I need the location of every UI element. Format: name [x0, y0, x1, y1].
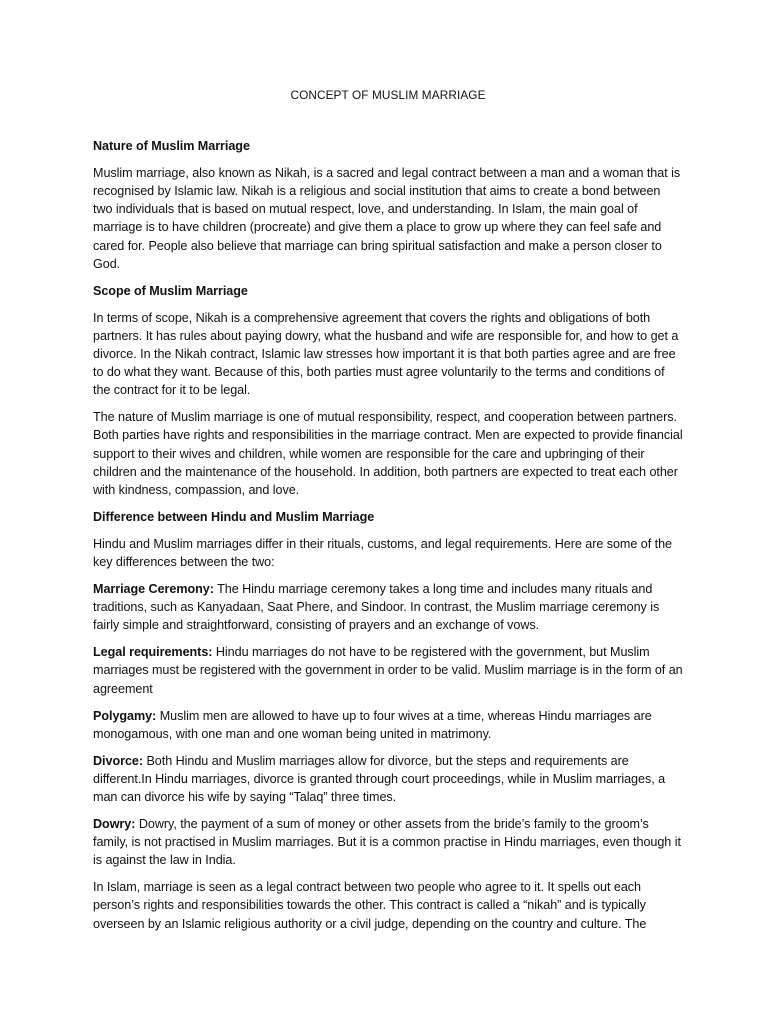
difference-item-label: Dowry:	[93, 817, 136, 832]
paragraph-nature: Muslim marriage, also known as Nikah, is a sacred and legal contract between a man and a woman that is recognised by Islamic law. Nikah is a religious and social institution that aims to create a bond between two individuals that is based on mutual respect, love, and understanding. In Islam, the main goal of marriage is to have children (procreate) and give them a place to grow up where they can feel safe and cared for. People also believe that marriage can bring spiritual satisfaction and make a person closer to God.	[93, 166, 681, 271]
paragraph-closing: In Islam, marriage is seen as a legal contract between two people who agree to it. It spells out each person’s rights and responsibilities towards the other. This contract is called a “nikah” and is typically overseen by an Islamic religious authority or a civil judge, depending on the country and culture. The	[93, 880, 647, 931]
difference-item-label: Marriage Ceremony:	[93, 582, 214, 597]
difference-item-text: Both Hindu and Muslim marriages allow for divorce, but the steps and requirements are different.In Hindu marriages, divorce is granted through court proceedings, while in Muslim marriages, a man can divorce his wife by saying “Talaq” three times.	[93, 753, 666, 804]
paragraph-scope-1: In terms of scope, Nikah is a comprehensive agreement that covers the rights and obligations of both partners. It has rules about paying dowry, what the husband and wife are responsible for, and how to get a divorce. In the Nikah contract, Islamic law stresses how important it is that both parties agree and are free to do what they want. Because of this, both parties must agree voluntarily to the terms and conditions of the contract for it to be legal.	[93, 310, 679, 398]
difference-item-ceremony	[93, 580, 683, 634]
difference-item-polygamy	[93, 707, 683, 743]
difference-item-label: Divorce:	[93, 753, 143, 768]
difference-item-text: Hindu marriages do not have to be registered with the government, but Muslim marriages must be registered with the government in order to be valid. Muslim marriage is in the form of an agreement	[93, 645, 683, 696]
difference-item-label: Legal requirements:	[93, 645, 213, 660]
document-body	[93, 86, 683, 942]
difference-item-dowry	[93, 815, 683, 869]
difference-item-text: The Hindu marriage ceremony takes a long time and includes many rituals and traditions, such as Kanyadaan, Saat Phere, and Sindoor. In contrast, the Muslim marriage ceremony is fairly simple and straightforward, consisting of prayers and an exchange of vows.	[93, 582, 660, 633]
document-title: CONCEPT OF MUSLIM MARRIAGE	[290, 88, 486, 102]
section-heading-scope: Scope of Muslim Marriage	[93, 283, 248, 298]
paragraph-scope-2: The nature of Muslim marriage is one of mutual responsibility, respect, and cooperation between partners. Both parties have rights and responsibilities in the marriage contract. Men are expected to provide financial support to their wives and children, while women are responsible for the care and upbringing of their children and the maintenance of the household. In addition, both partners are expected to treat each other with kindness, compassion, and love.	[93, 410, 683, 497]
difference-item-legal	[93, 643, 683, 697]
difference-item-text: Dowry, the payment of a sum of money or other assets from the bride’s family to the groom’s family, is not practised in Muslim marriages. But it is a common practise in Hindu marriages, even though it is against the law in India.	[93, 817, 681, 868]
difference-item-text: Muslim men are allowed to have up to four wives at a time, whereas Hindu marriages are monogamous, with one man and one woman being united in matrimony.	[93, 708, 652, 741]
paragraph-difference-intro: Hindu and Muslim marriages differ in their rituals, customs, and legal requirements. Here are some of the key differences between the two:	[93, 536, 672, 569]
difference-item-label: Polygamy:	[93, 708, 157, 723]
section-heading-nature: Nature of Muslim Marriage	[93, 139, 250, 154]
section-heading-difference: Difference between Hindu and Muslim Marriage	[93, 509, 375, 524]
difference-item-divorce	[93, 752, 683, 806]
